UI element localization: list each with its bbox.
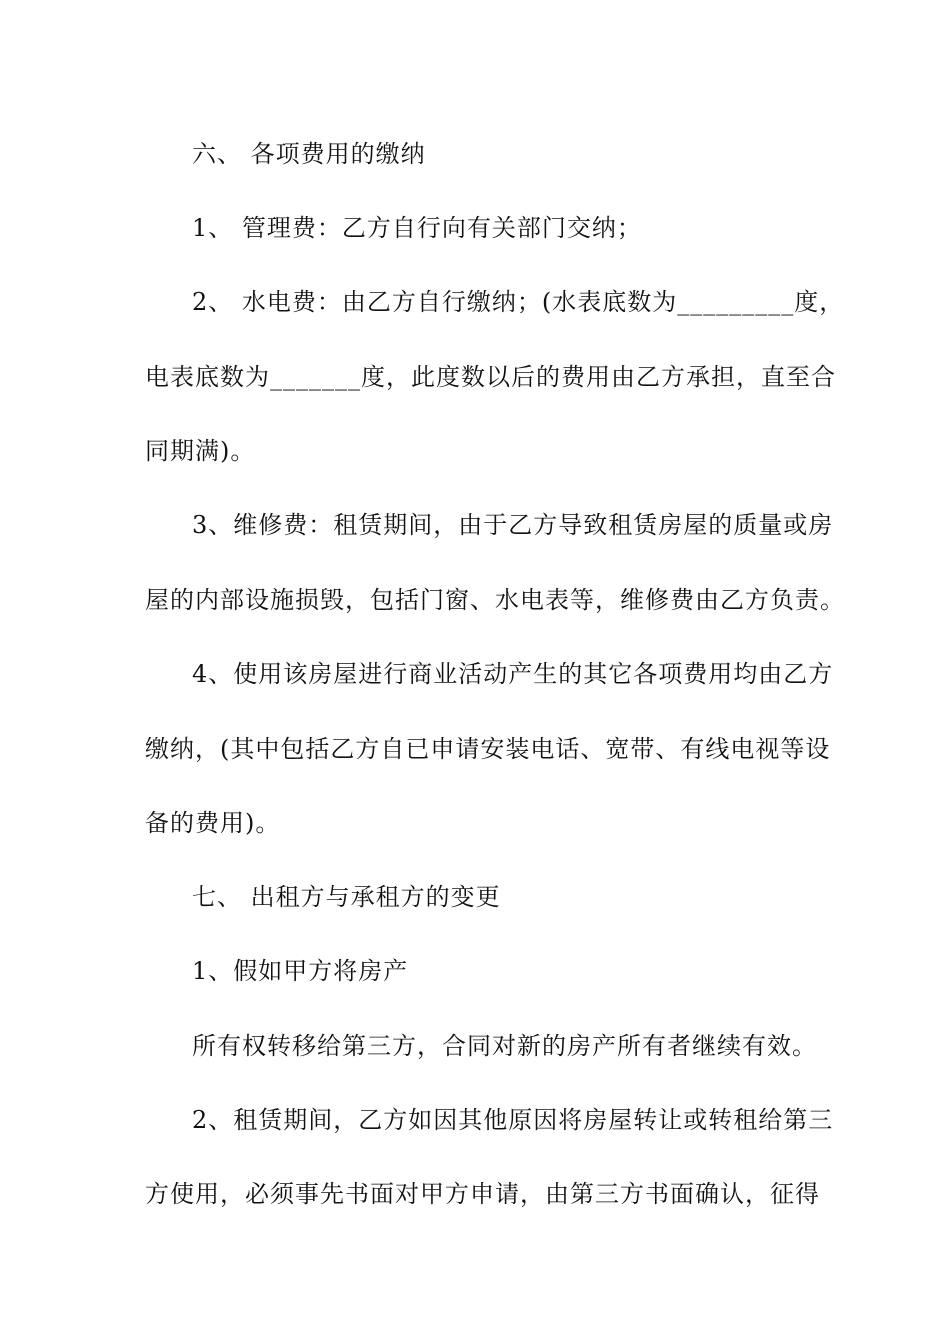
paragraph-line: 电表底数为_______度，此度数以后的费用由乙方承担，直至合 (145, 363, 836, 391)
paragraph-line: 2、 水电费：由乙方自行缴纳；(水表底数为_________度， (192, 288, 845, 316)
paragraph-line: 屋的内部设施损毁，包括门窗、水电表等，维修费由乙方负责。 (145, 586, 845, 614)
paragraph-line: 3、维修费：租赁期间，由于乙方导致租赁房屋的质量或房 (192, 511, 834, 539)
paragraph-line: 1、 管理费：乙方自行向有关部门交纳； (192, 214, 642, 242)
paragraph-line: 缴纳，(其中包括乙方自已申请安装电话、宽带、有线电视等设 (145, 735, 831, 763)
paragraph-line: 所有权转移给第三方，合同对新的房产所有者继续有效。 (192, 1032, 817, 1060)
paragraph-line: 4、使用该房屋进行商业活动产生的其它各项费用均由乙方 (192, 660, 834, 688)
paragraph-line: 1、假如甲方将房产 (192, 957, 409, 985)
paragraph-line: 同期满)。 (145, 437, 256, 465)
paragraph-line: 2、租赁期间，乙方如因其他原因将房屋转让或转租给第三 (192, 1106, 834, 1134)
section-heading-party-change: 七、 出租方与承租方的变更 (192, 883, 501, 911)
paragraph-line: 方使用，必须事先书面对甲方申请，由第三方书面确认，征得 (145, 1180, 820, 1208)
section-heading-fees: 六、 各项费用的缴纳 (192, 140, 426, 168)
paragraph-line: 备的费用)。 (145, 809, 281, 837)
